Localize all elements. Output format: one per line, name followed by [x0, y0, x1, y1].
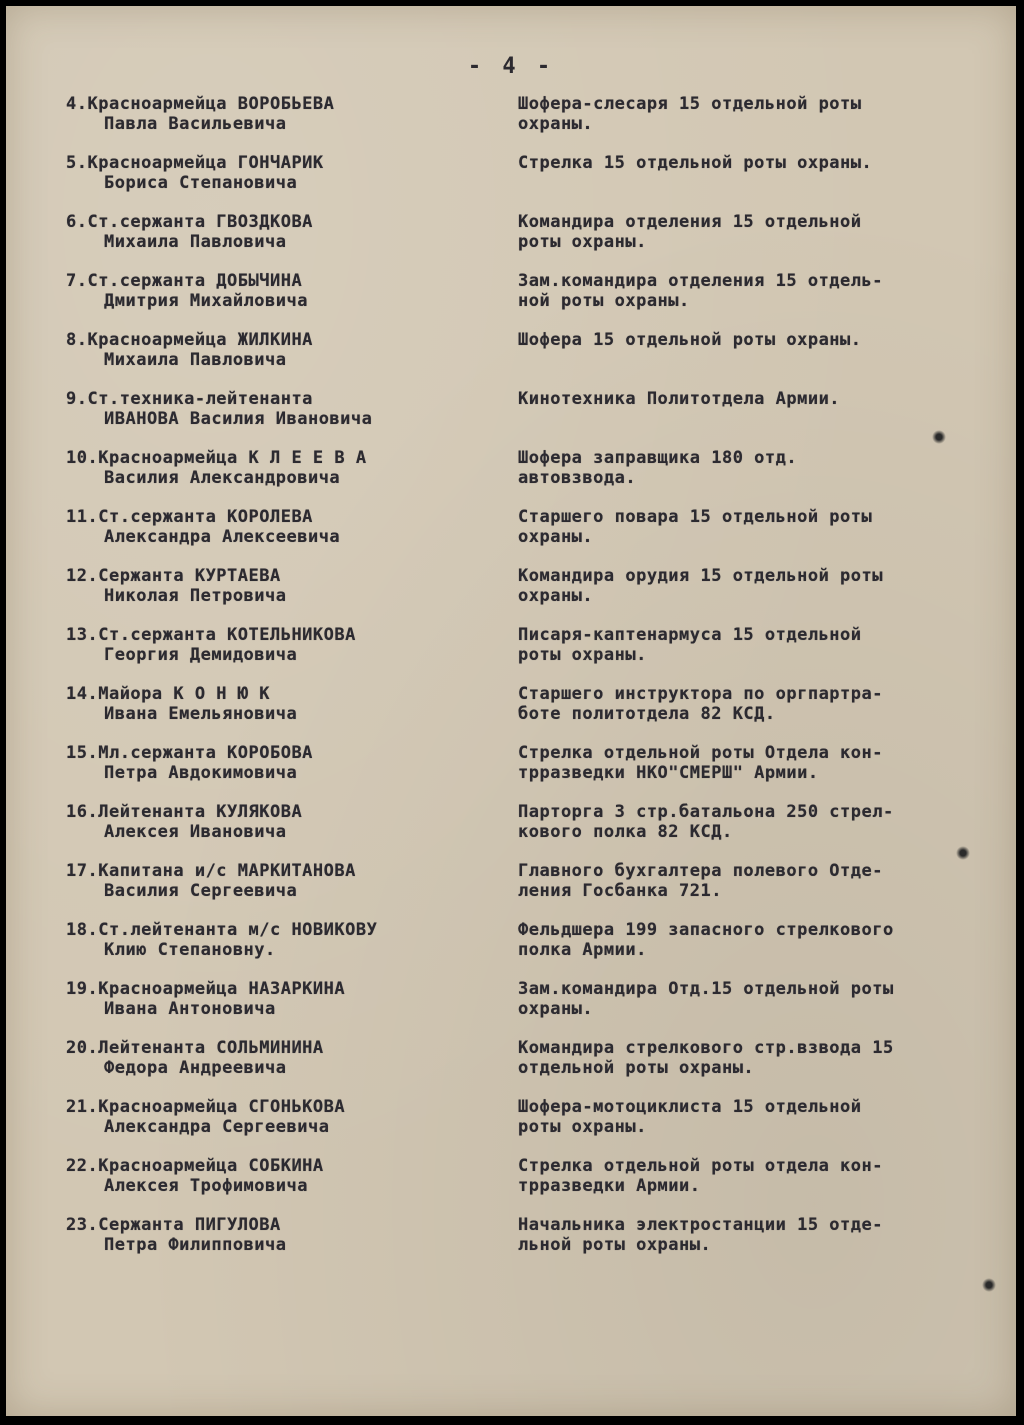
first-patronymic: Василия Сергеевича: [104, 881, 298, 901]
rank-surname: Мл.сержанта КОРОБОВА: [98, 743, 313, 763]
list-item: [66, 625, 966, 684]
position-description: [518, 625, 966, 665]
item-number: 6.: [66, 212, 88, 232]
position-description: [518, 1097, 966, 1137]
position-line-2: льной роты охраны.: [518, 1235, 712, 1255]
position-line-1: Парторга 3 стр.батальона 250 стрел-: [518, 802, 894, 822]
first-patronymic: Михаила Павловича: [104, 350, 287, 370]
first-patronymic: Петра Филипповича: [104, 1235, 287, 1255]
first-patronymic: Клию Степановну.: [104, 940, 276, 960]
first-patronymic: Алексея Трофимовича: [104, 1176, 308, 1196]
person-name: [66, 271, 486, 311]
rank-surname: Красноармейца СГОНЬКОВА: [98, 1097, 346, 1117]
first-patronymic: Ивана Емельяновича: [104, 704, 298, 724]
position-line-1: Главного бухгалтера полевого Отде-: [518, 861, 883, 881]
position-description: [518, 1215, 966, 1255]
position-description: [518, 212, 966, 252]
position-line-2: роты охраны.: [518, 1117, 647, 1137]
list-item: [66, 448, 966, 507]
position-line-1: Стрелка 15 отдельной роты охраны.: [518, 153, 873, 173]
position-line-1: Командира стрелкового стр.взвода 15: [518, 1038, 894, 1058]
list-item: [66, 507, 966, 566]
person-name: [66, 153, 486, 193]
rank-surname: Ст.лейтенанта м/с НОВИКОВУ: [98, 920, 378, 940]
item-number: 23.: [66, 1215, 99, 1235]
person-name: [66, 389, 486, 429]
item-number: 9.: [66, 389, 88, 409]
list-item: [66, 920, 966, 979]
position-description: [518, 743, 966, 783]
rank-surname: Майора К О Н Ю К: [98, 684, 270, 704]
position-line-2: кового полка 82 КСД.: [518, 822, 733, 842]
position-line-1: Шофера-мотоциклиста 15 отдельной: [518, 1097, 862, 1117]
position-line-1: Зам.командира отделения 15 отдель-: [518, 271, 883, 291]
position-description: [518, 920, 966, 960]
position-line-2: ления Госбанка 721.: [518, 881, 722, 901]
item-number: 12.: [66, 566, 99, 586]
item-number: 22.: [66, 1156, 99, 1176]
position-line-2: охраны.: [518, 527, 594, 547]
list-item: [66, 1038, 966, 1097]
position-line-2: охраны.: [518, 586, 594, 606]
position-description: [518, 271, 966, 311]
item-number: 4.: [66, 94, 88, 114]
list-item: [66, 1156, 966, 1215]
rank-surname: Сержанта КУРТАЕВА: [98, 566, 281, 586]
position-description: [518, 802, 966, 842]
item-number: 11.: [66, 507, 99, 527]
list-item: [66, 271, 966, 330]
position-line-2: охраны.: [518, 114, 594, 134]
rank-surname: Красноармейца СОБКИНА: [98, 1156, 324, 1176]
first-patronymic: Василия Александровича: [104, 468, 341, 488]
position-line-2: автовзвода.: [518, 468, 637, 488]
position-line-2: ной роты охраны.: [518, 291, 690, 311]
person-name: [66, 507, 486, 547]
person-name: [66, 743, 486, 783]
position-line-2: охраны.: [518, 999, 594, 1019]
position-line-2: роты охраны.: [518, 645, 647, 665]
rank-surname: Ст.сержанта КОТЕЛЬНИКОВА: [98, 625, 356, 645]
position-line-1: Фельдшера 199 запасного стрелкового: [518, 920, 894, 940]
item-number: 15.: [66, 743, 99, 763]
rank-surname: Лейтенанта КУЛЯКОВА: [98, 802, 303, 822]
position-line-1: Шофера-слесаря 15 отдельной роты: [518, 94, 862, 114]
person-name: [66, 861, 486, 901]
person-name: [66, 1038, 486, 1078]
person-name: [66, 1097, 486, 1137]
person-name: [66, 979, 486, 1019]
person-name: [66, 1156, 486, 1196]
position-line-1: Командира орудия 15 отдельной роты: [518, 566, 883, 586]
item-number: 14.: [66, 684, 99, 704]
position-line-1: Зам.командира Отд.15 отдельной роты: [518, 979, 894, 999]
list-item: [66, 566, 966, 625]
position-line-1: Стрелка отдельной роты отдела кон-: [518, 1156, 883, 1176]
first-patronymic: Александра Алексеевича: [104, 527, 341, 547]
list-item: [66, 1215, 966, 1274]
item-number: 17.: [66, 861, 99, 881]
position-line-2: боте политотдела 82 КСД.: [518, 704, 776, 724]
first-patronymic: Николая Петровича: [104, 586, 287, 606]
position-line-1: Шофера заправщика 180 отд.: [518, 448, 798, 468]
item-number: 16.: [66, 802, 99, 822]
person-name: [66, 330, 486, 370]
position-line-2: трразведки НКО"СМЕРШ" Армии.: [518, 763, 819, 783]
first-patronymic: Федора Андреевича: [104, 1058, 287, 1078]
list-item: [66, 94, 966, 153]
position-description: [518, 94, 966, 134]
first-patronymic: Павла Васильевича: [104, 114, 287, 134]
award-list: [66, 94, 966, 1274]
item-number: 8.: [66, 330, 88, 350]
list-item: [66, 743, 966, 802]
person-name: [66, 684, 486, 724]
person-name: [66, 625, 486, 665]
position-line-1: Стрелка отдельной роты Отдела кон-: [518, 743, 883, 763]
rank-surname: Ст.сержанта ДОБЫЧИНА: [87, 271, 303, 291]
item-number: 20.: [66, 1038, 99, 1058]
list-item: [66, 330, 966, 389]
item-number: 10.: [66, 448, 99, 468]
position-line-2: полка Армии.: [518, 940, 647, 960]
first-patronymic: Дмитрия Михайловича: [104, 291, 308, 311]
person-name: [66, 566, 486, 606]
first-patronymic: Георгия Демидовича: [104, 645, 298, 665]
first-patronymic: Петра Авдокимовича: [104, 763, 298, 783]
item-number: 19.: [66, 979, 99, 999]
item-number: 13.: [66, 625, 99, 645]
position-description: [518, 1156, 966, 1196]
item-number: 7.: [66, 271, 88, 291]
list-item: [66, 979, 966, 1038]
position-description: [518, 330, 966, 350]
person-name: [66, 920, 486, 960]
rank-surname: Красноармейца К Л Е Е В А: [98, 448, 367, 468]
item-number: 21.: [66, 1097, 99, 1117]
list-item: [66, 1097, 966, 1156]
position-description: [518, 979, 966, 1019]
position-line-1: Старшего инструктора по оргпартра-: [518, 684, 883, 704]
position-description: [518, 507, 966, 547]
ink-blot-mark: [982, 1278, 996, 1292]
list-item: [66, 802, 966, 861]
position-description: [518, 389, 966, 409]
item-number: 5.: [66, 153, 88, 173]
person-name: [66, 212, 486, 252]
position-line-1: Шофера 15 отдельной роты охраны.: [518, 330, 862, 350]
position-description: [518, 448, 966, 488]
rank-surname: Красноармейца ВОРОБЬЕВА: [87, 94, 335, 114]
position-line-2: отдельной роты охраны.: [518, 1058, 755, 1078]
rank-surname: Сержанта ПИГУЛОВА: [98, 1215, 281, 1235]
page-number: - 4 -: [467, 54, 555, 79]
person-name: [66, 448, 486, 488]
ink-blot-mark: [932, 430, 946, 444]
ink-blot-mark: [956, 846, 970, 860]
rank-surname: Ст.техника-лейтенанта: [87, 389, 313, 409]
first-patronymic: Алексея Ивановича: [104, 822, 287, 842]
rank-surname: Капитана и/с МАРКИТАНОВА: [98, 861, 356, 881]
item-number: 18.: [66, 920, 99, 940]
list-item: [66, 684, 966, 743]
first-patronymic: Михаила Павловича: [104, 232, 287, 252]
position-line-2: трразведки Армии.: [518, 1176, 701, 1196]
position-description: [518, 1038, 966, 1078]
list-item: [66, 861, 966, 920]
position-line-1: Командира отделения 15 отдельной: [518, 212, 862, 232]
list-item: [66, 153, 966, 212]
first-patronymic: Александра Сергеевича: [104, 1117, 330, 1137]
position-description: [518, 153, 966, 173]
rank-surname: Красноармейца НАЗАРКИНА: [98, 979, 346, 999]
list-item: [66, 389, 966, 448]
first-patronymic: Бориса Степановича: [104, 173, 298, 193]
first-patronymic: Ивана Антоновича: [104, 999, 276, 1019]
rank-surname: Ст.сержанта ГВОЗДКОВА: [87, 212, 313, 232]
rank-surname: Красноармейца ГОНЧАРИК: [87, 153, 324, 173]
position-line-1: Начальника электростанции 15 отде-: [518, 1215, 883, 1235]
position-line-1: Старшего повара 15 отдельной роты: [518, 507, 873, 527]
position-line-1: Кинотехника Политотдела Армии.: [518, 389, 841, 409]
person-name: [66, 94, 486, 134]
position-description: [518, 684, 966, 724]
rank-surname: Красноармейца ЖИЛКИНА: [87, 330, 313, 350]
first-patronymic: ИВАНОВА Василия Ивановича: [104, 409, 373, 429]
position-line-1: Писаря-каптенармуса 15 отдельной: [518, 625, 862, 645]
person-name: [66, 1215, 486, 1255]
list-item: [66, 212, 966, 271]
rank-surname: Лейтенанта СОЛЬМИНИНА: [98, 1038, 324, 1058]
position-description: [518, 566, 966, 606]
position-description: [518, 861, 966, 901]
person-name: [66, 802, 486, 842]
position-line-2: роты охраны.: [518, 232, 647, 252]
rank-surname: Ст.сержанта КОРОЛЕВА: [98, 507, 313, 527]
document-page: [6, 6, 1016, 1416]
